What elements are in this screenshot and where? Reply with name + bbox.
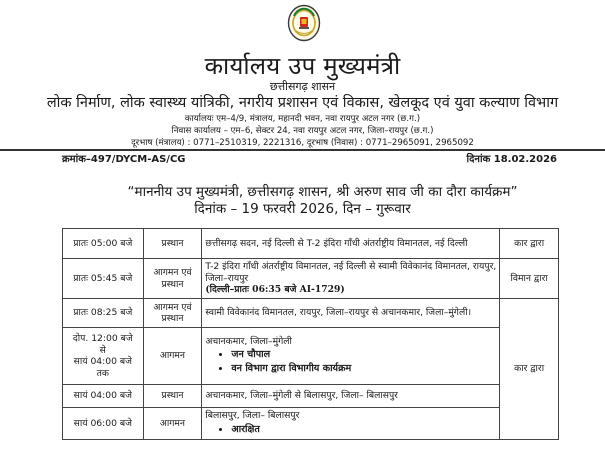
event-item: • आरक्षित bbox=[231, 423, 496, 437]
time-cell: सायं 04:00 बजे bbox=[63, 385, 144, 408]
details-text: अचानकमार, जिला–मुंगेली bbox=[205, 335, 292, 347]
schedule-table bbox=[62, 228, 559, 440]
office-address: कार्यालयः एम–4/9, मंत्रालय, महानदी भवन, नवा रायपुर अटल नगर (छ.ग.) bbox=[184, 114, 421, 124]
time-line: दोप. 12:00 बजे bbox=[72, 333, 133, 344]
action-cell: प्रस्थान bbox=[143, 229, 202, 259]
details-cell bbox=[202, 408, 500, 440]
details-cell: छत्तीसगढ़ सदन, नई दिल्ली से T-2 इंदिरा गाँधी अंतर्राष्ट्रीय विमानतल, नई दिल्ली bbox=[202, 229, 500, 259]
time-cell: प्रातः 05:45 बजे bbox=[63, 259, 144, 299]
action-cell: प्रस्थान bbox=[143, 385, 202, 408]
header-divider bbox=[0, 149, 605, 151]
mode-cell: कार द्वारा bbox=[500, 229, 559, 259]
residence-address: निवास कार्यालय – एम–6, सेक्टर 24, नवा रायपुर अटल नगर, जिला–रायपुर (छ.ग.) bbox=[171, 126, 434, 136]
event-item: • वन विभाग द्वारा विभागीय कार्यक्रम bbox=[231, 362, 496, 376]
details-cell: अचानकमार, जिला–मुंगेली से बिलासपुर, जिला– बिलासपुर bbox=[202, 385, 500, 408]
table-row bbox=[63, 229, 559, 259]
details-cell bbox=[202, 259, 500, 299]
government-name: छत्तीसगढ़ शासन bbox=[269, 80, 336, 93]
state-emblem-icon bbox=[287, 4, 321, 42]
details-text: T-2 इंदिरा गाँधी अंतर्राष्ट्रीय विमानतल, नई दिल्ली से स्वामी विवेकानंद विमानतल, रायपुर, जिला–रायपुर bbox=[205, 261, 497, 284]
phone-numbers: दूरभाष (मंत्रालय) : 0771–2510319, 2221316, दूरभाष (निवास) : 0771–2965091, 2965092 bbox=[131, 138, 474, 148]
time-cell: सायं 06:00 बजे bbox=[63, 408, 144, 440]
time-cell: प्रातः 05:00 बजे bbox=[63, 229, 144, 259]
time-line: तक bbox=[96, 367, 109, 379]
table-row bbox=[63, 408, 559, 440]
action-cell: आगमन एवं प्रस्थान bbox=[143, 299, 202, 328]
action-cell: आगमन bbox=[143, 328, 202, 385]
table-row bbox=[63, 299, 559, 328]
mode-cell: विमान द्वारा bbox=[500, 259, 559, 299]
event-list bbox=[205, 348, 496, 376]
action-cell: आगमन एवं प्रस्थान bbox=[143, 259, 202, 299]
details-text: बिलासपुर, जिला– बिलासपुर bbox=[205, 410, 300, 422]
letter-date: दिनांक 18.02.2026 bbox=[466, 154, 557, 165]
event-list bbox=[205, 423, 496, 437]
programme-title: “माननीय उप मुख्यमंत्री, छत्तीसगढ़ शासन, श्री अरुण साव जी का दौरा कार्यक्रम” bbox=[127, 184, 518, 200]
details-cell: स्वामी विवेकानंद विमानतल, रायपुर, जिला–रायपुर से अचानकमार, जिला–मुंगेली। bbox=[202, 299, 500, 328]
table-row bbox=[63, 328, 559, 385]
reference-number: क्रमांक–497/DYCM-AS/CG bbox=[62, 154, 186, 165]
time-line: सायं 04:00 बजे bbox=[73, 356, 132, 367]
time-cell: प्रातः 08:25 बजे bbox=[63, 299, 144, 328]
event-item: • जन चौपाल bbox=[231, 348, 496, 362]
action-cell: आगमन bbox=[143, 408, 202, 440]
programme-date: दिनांक – 19 फरवरी 2026, दिन – गुरूवार bbox=[194, 201, 411, 217]
departments-line: लोक निर्माण, लोक स्वास्थ्य यांत्रिकी, नगरीय प्रशासन एवं विकास, खेलकूद एवं युवा कल्याण विभाग bbox=[46, 95, 559, 111]
mode-cell: कार द्वारा bbox=[500, 299, 559, 440]
flight-info: (दिल्ली–प्रातः 06:35 बजे AI-1729) bbox=[205, 284, 345, 296]
time-line: से bbox=[99, 344, 106, 356]
table-row bbox=[63, 385, 559, 408]
time-cell bbox=[63, 328, 144, 385]
details-cell bbox=[202, 328, 500, 385]
office-title: कार्यालय उप मुख्यमंत्री bbox=[204, 52, 401, 80]
table-row bbox=[63, 259, 559, 299]
